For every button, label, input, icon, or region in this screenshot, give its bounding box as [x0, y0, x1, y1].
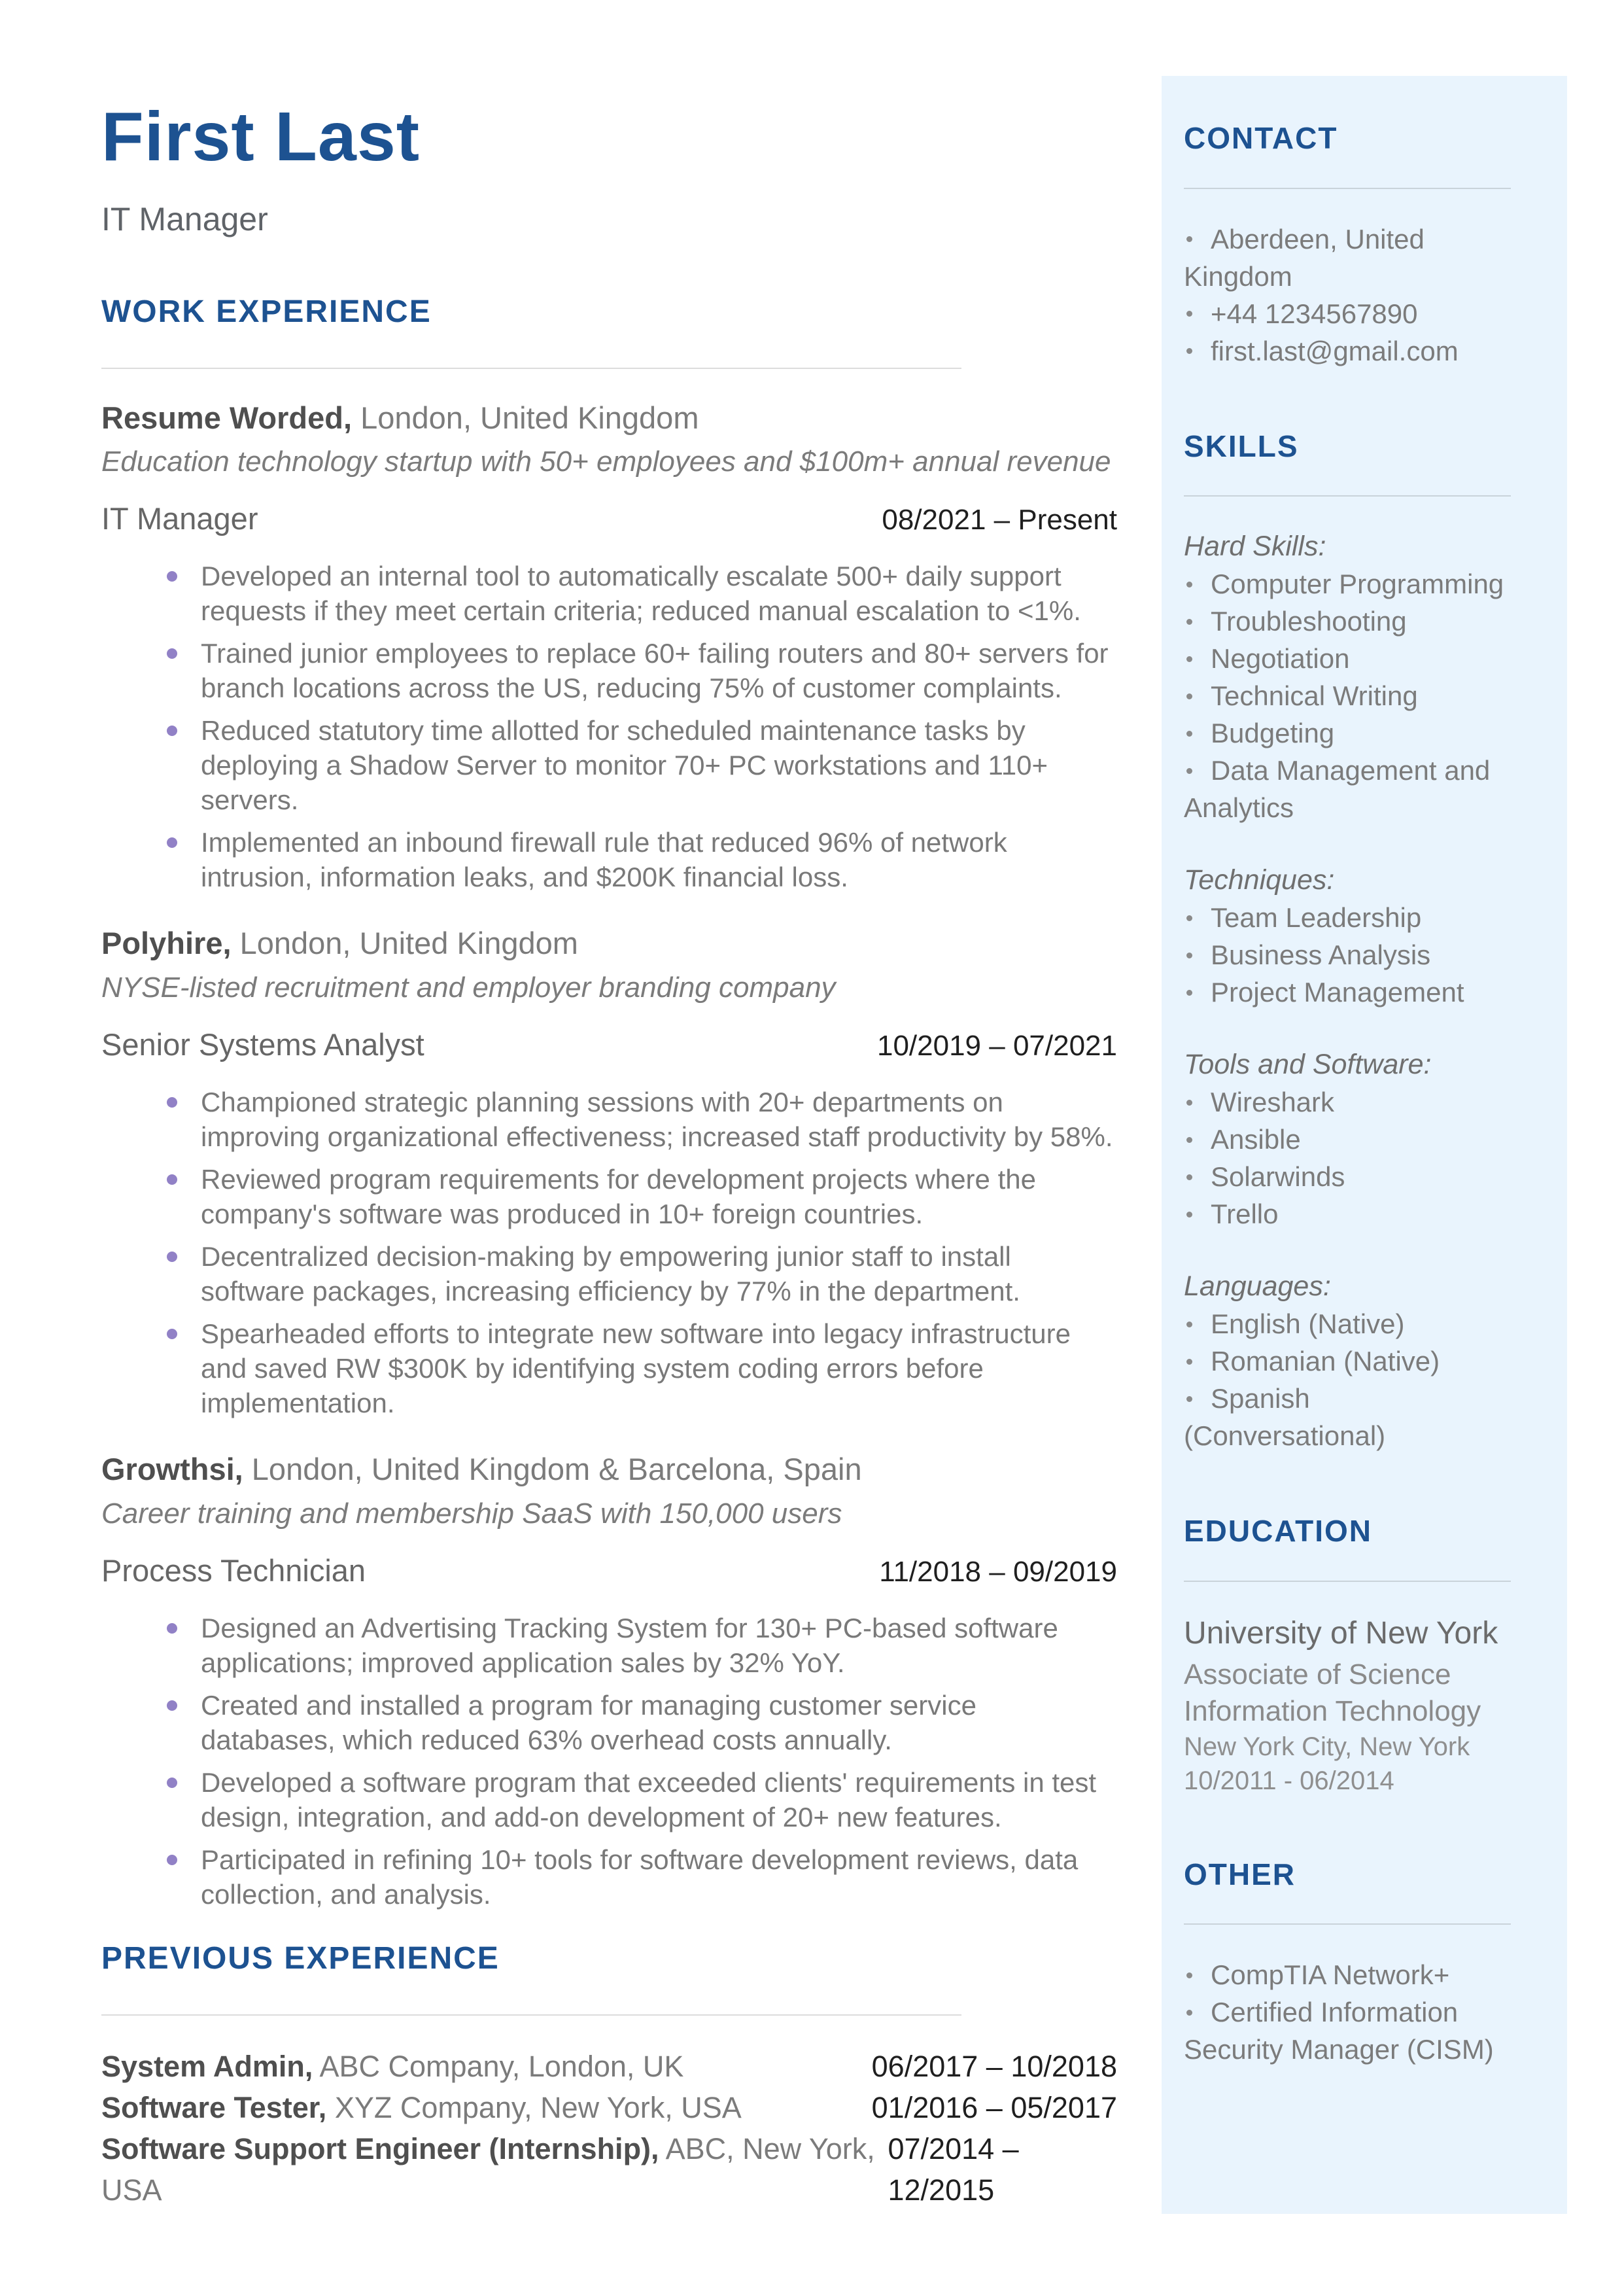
skill-item: [1184, 714, 1511, 752]
job-bullet: Reviewed program requirements for development projects where the company's software was produced in 10+ foreign countries.: [101, 1162, 1117, 1231]
skill-item: [1184, 899, 1511, 936]
job-title-row: [101, 1552, 1117, 1588]
skill-item-text: Troubleshooting: [1211, 606, 1407, 637]
job-bullet: Championed strategic planning sessions with 20+ departments on improving organizational effectiveness; increased staff productivity by 58%.: [101, 1085, 1117, 1154]
skill-group-label: Tools and Software:: [1184, 1049, 1432, 1081]
job-title: IT Manager: [101, 501, 258, 536]
sidebar-heading-education: EDUCATION: [1184, 1514, 1373, 1549]
job-entry: [101, 399, 1117, 895]
company-name: Resume Worded,: [101, 400, 353, 435]
skill-item: [1184, 603, 1511, 640]
bullet-dot-icon: [1186, 1137, 1192, 1143]
other-item-text: CompTIA Network+: [1211, 1959, 1450, 1991]
job-bullet-list: [101, 559, 1117, 894]
skill-group-hard-skills: [1184, 528, 1511, 826]
skill-item-text: Project Management: [1211, 977, 1464, 1008]
company-line: [101, 399, 1117, 438]
bullet-dot-icon: [1186, 731, 1192, 737]
job-bullet: Developed a software program that exceeded clients' requirements in test design, integration, and add-on development of 20+ new features.: [101, 1765, 1117, 1834]
skill-item: [1184, 1195, 1511, 1233]
other-item-text: Certified Information Security Manager (CISM): [1184, 1997, 1494, 2065]
skill-item: [1184, 1305, 1511, 1342]
skill-item-text: Data Management and Analytics: [1184, 755, 1491, 824]
company-name: Polyhire,: [101, 926, 232, 961]
skill-group-techniques: [1184, 862, 1511, 1011]
skill-group-label: Languages:: [1184, 1270, 1331, 1303]
skill-item-text: Computer Programming: [1211, 569, 1504, 600]
sidebar-section-education: [1184, 1515, 1511, 1798]
bullet-dot-icon: [1186, 768, 1192, 774]
job-title-row: [101, 1026, 1117, 1062]
skill-item: [1184, 565, 1511, 603]
bullet-dot-icon: [1186, 236, 1192, 242]
job-bullet: Created and installed a program for managing customer service databases, which reduced 63% overhead costs annually.: [101, 1688, 1117, 1757]
contact-list: [1184, 220, 1511, 370]
section-heading-work-experience: WORK EXPERIENCE: [101, 294, 432, 329]
skill-item-text: Business Analysis: [1211, 939, 1431, 971]
bullet-dot-icon: [1186, 1359, 1192, 1365]
job-entry: [101, 1450, 1117, 1912]
skill-item-text: Romanian (Native): [1211, 1346, 1440, 1377]
skill-item: [1184, 752, 1511, 826]
bullet-dot-icon: [1186, 348, 1192, 354]
job-bullet: Participated in refining 10+ tools for software development reviews, data collection, and analysis.: [101, 1842, 1117, 1912]
skill-group-label: Techniques:: [1184, 864, 1335, 896]
job-bullet-list: [101, 1611, 1117, 1912]
job-bullet: Reduced statutory time allotted for scheduled maintenance tasks by deploying a Shadow Server to monitor 70+ PC workstations and 110+ servers.: [101, 713, 1117, 817]
education-dates: 10/2011 - 06/2014: [1184, 1766, 1394, 1795]
skill-item: [1184, 1342, 1511, 1380]
previous-experience-row: [101, 2087, 1117, 2128]
previous-role: System Admin,: [101, 2049, 313, 2083]
skill-item-text: Technical Writing: [1211, 680, 1418, 712]
sidebar-section-skills: [1184, 430, 1511, 1455]
divider: [1184, 1923, 1511, 1925]
skill-list: [1184, 1305, 1511, 1454]
job-bullet: Trained junior employees to replace 60+ failing routers and 80+ servers for branch locations across the US, reducing 75% of customer complaints.: [101, 636, 1117, 705]
company-name: Growthsi,: [101, 1452, 243, 1487]
previous-detail: XYZ Company, New York, USA: [334, 2090, 742, 2124]
job-bullet: Implemented an inbound firewall rule that reduced 96% of network intrusion, information leaks, and $200K financial loss.: [101, 825, 1117, 894]
job-title: Senior Systems Analyst: [101, 1027, 424, 1062]
skill-item: [1184, 1121, 1511, 1158]
skill-group-languages: [1184, 1268, 1511, 1454]
company-description: NYSE-listed recruitment and employer branding company: [101, 972, 836, 1004]
education-school: University of New York: [1184, 1615, 1498, 1651]
contact-item-text: Aberdeen, United Kingdom: [1184, 223, 1425, 292]
sidebar-heading-other: OTHER: [1184, 1857, 1296, 1891]
divider: [1184, 188, 1511, 189]
skill-item-text: English (Native): [1211, 1308, 1405, 1340]
contact-item-text: first.last@gmail.com: [1211, 335, 1459, 366]
previous-experience-row: [101, 2128, 1117, 2211]
bullet-dot-icon: [1186, 915, 1192, 921]
bullet-dot-icon: [1186, 619, 1192, 625]
job-bullet: Designed an Advertising Tracking System for 130+ PC-based software applications; improved application sales by 32% YoY.: [101, 1611, 1117, 1680]
skill-item-text: Team Leadership: [1211, 902, 1422, 934]
job-bullet: Decentralized decision-making by empowering junior staff to install software packages, increasing efficiency by 77% in the department.: [101, 1239, 1117, 1308]
skill-item: [1184, 1158, 1511, 1195]
job-bullet: Spearheaded efforts to integrate new software into legacy infrastructure and saved RW $300K by identifying system coding errors before implementation.: [101, 1316, 1117, 1420]
bullet-dot-icon: [1186, 990, 1192, 996]
skill-item-text: Wireshark: [1211, 1087, 1335, 1118]
bullet-dot-icon: [1186, 1322, 1192, 1327]
bullet-dot-icon: [1186, 2010, 1192, 2016]
skill-item-text: Spanish (Conversational): [1184, 1383, 1386, 1452]
main-column: [101, 98, 1117, 2211]
company-description: Education technology startup with 50+ employees and $100m+ annual revenue: [101, 446, 1111, 478]
skill-item: [1184, 973, 1511, 1011]
company-location: London, United Kingdom: [239, 926, 578, 961]
company-location: London, United Kingdom & Barcelona, Spain: [251, 1452, 862, 1487]
other-list: [1184, 1956, 1511, 2068]
contact-item: [1184, 295, 1511, 332]
previous-detail: ABC Company, London, UK: [319, 2049, 684, 2083]
bullet-dot-icon: [1186, 1212, 1192, 1218]
previous-detail: ABC, New York, USA: [101, 2131, 875, 2207]
sidebar-heading-contact: CONTACT: [1184, 121, 1338, 155]
skill-item-text: Budgeting: [1211, 718, 1335, 749]
education-major: Information Technology: [1184, 1694, 1481, 1727]
previous-role-line: [101, 2087, 742, 2128]
person-title: IT Manager: [101, 200, 268, 237]
education-degree: Associate of Science: [1184, 1658, 1451, 1691]
job-bullet: Developed an internal tool to automatically escalate 500+ daily support requests if they meet certain criteria; reduced manual escalation to <1%.: [101, 559, 1117, 628]
skill-item-text: Negotiation: [1211, 643, 1350, 674]
skill-list: [1184, 899, 1511, 1011]
skill-group-label: Hard Skills:: [1184, 531, 1326, 563]
previous-experience-row: [101, 2046, 1117, 2087]
contact-item: [1184, 220, 1511, 295]
contact-item: [1184, 332, 1511, 370]
previous-role: Software Support Engineer (Internship),: [101, 2131, 659, 2165]
previous-role: Software Tester,: [101, 2090, 327, 2124]
bullet-dot-icon: [1186, 693, 1192, 699]
skill-item-text: Solarwinds: [1211, 1161, 1345, 1193]
bullet-dot-icon: [1186, 582, 1192, 587]
job-title: Process Technician: [101, 1552, 366, 1588]
skill-group-tools-software: [1184, 1046, 1511, 1233]
sidebar-section-other: [1184, 1858, 1511, 2069]
previous-dates: 06/2017 – 10/2018: [871, 2049, 1117, 2083]
skill-item: [1184, 1380, 1511, 1454]
bullet-dot-icon: [1186, 1972, 1192, 1978]
sidebar-column: [1184, 122, 1511, 2128]
other-item: [1184, 1956, 1511, 1993]
bullet-dot-icon: [1186, 1174, 1192, 1180]
job-title-row: [101, 500, 1117, 536]
skill-item: [1184, 1083, 1511, 1121]
skill-item-text: Ansible: [1211, 1124, 1301, 1155]
skill-item: [1184, 677, 1511, 714]
job-dates: 11/2018 – 09/2019: [879, 1555, 1117, 1588]
skill-item: [1184, 936, 1511, 973]
sidebar-heading-skills: SKILLS: [1184, 429, 1299, 463]
contact-item-text: +44 1234567890: [1211, 298, 1418, 329]
previous-dates: 07/2014 – 12/2015: [888, 2131, 1019, 2207]
bullet-dot-icon: [1186, 656, 1192, 662]
skill-item: [1184, 640, 1511, 677]
job-bullet-list: [101, 1085, 1117, 1420]
sidebar-section-contact: [1184, 122, 1511, 370]
previous-role-line: [101, 2128, 888, 2211]
bullet-dot-icon: [1186, 1396, 1192, 1402]
skill-list: [1184, 565, 1511, 826]
person-name: First Last: [101, 98, 421, 175]
skill-list: [1184, 1083, 1511, 1233]
company-line: [101, 1450, 1117, 1489]
job-dates: 08/2021 – Present: [882, 504, 1117, 536]
job-entry: [101, 924, 1117, 1420]
divider: [101, 368, 961, 369]
bullet-dot-icon: [1186, 953, 1192, 958]
job-dates: 10/2019 – 07/2021: [876, 1030, 1117, 1062]
previous-dates: 01/2016 – 05/2017: [871, 2090, 1117, 2124]
previous-experience-list: [101, 2046, 1117, 2211]
other-item: [1184, 1993, 1511, 2068]
bullet-dot-icon: [1186, 1100, 1192, 1106]
previous-role-line: [101, 2046, 683, 2087]
divider: [1184, 1581, 1511, 1582]
divider: [101, 2014, 961, 2016]
section-heading-previous-experience: PREVIOUS EXPERIENCE: [101, 1940, 500, 1976]
divider: [1184, 495, 1511, 497]
company-location: London, United Kingdom: [360, 400, 699, 435]
company-line: [101, 924, 1117, 963]
company-description: Career training and membership SaaS with 150,000 users: [101, 1497, 842, 1530]
skill-item-text: Trello: [1211, 1199, 1279, 1230]
bullet-dot-icon: [1186, 311, 1192, 317]
education-location: New York City, New York: [1184, 1732, 1470, 1761]
